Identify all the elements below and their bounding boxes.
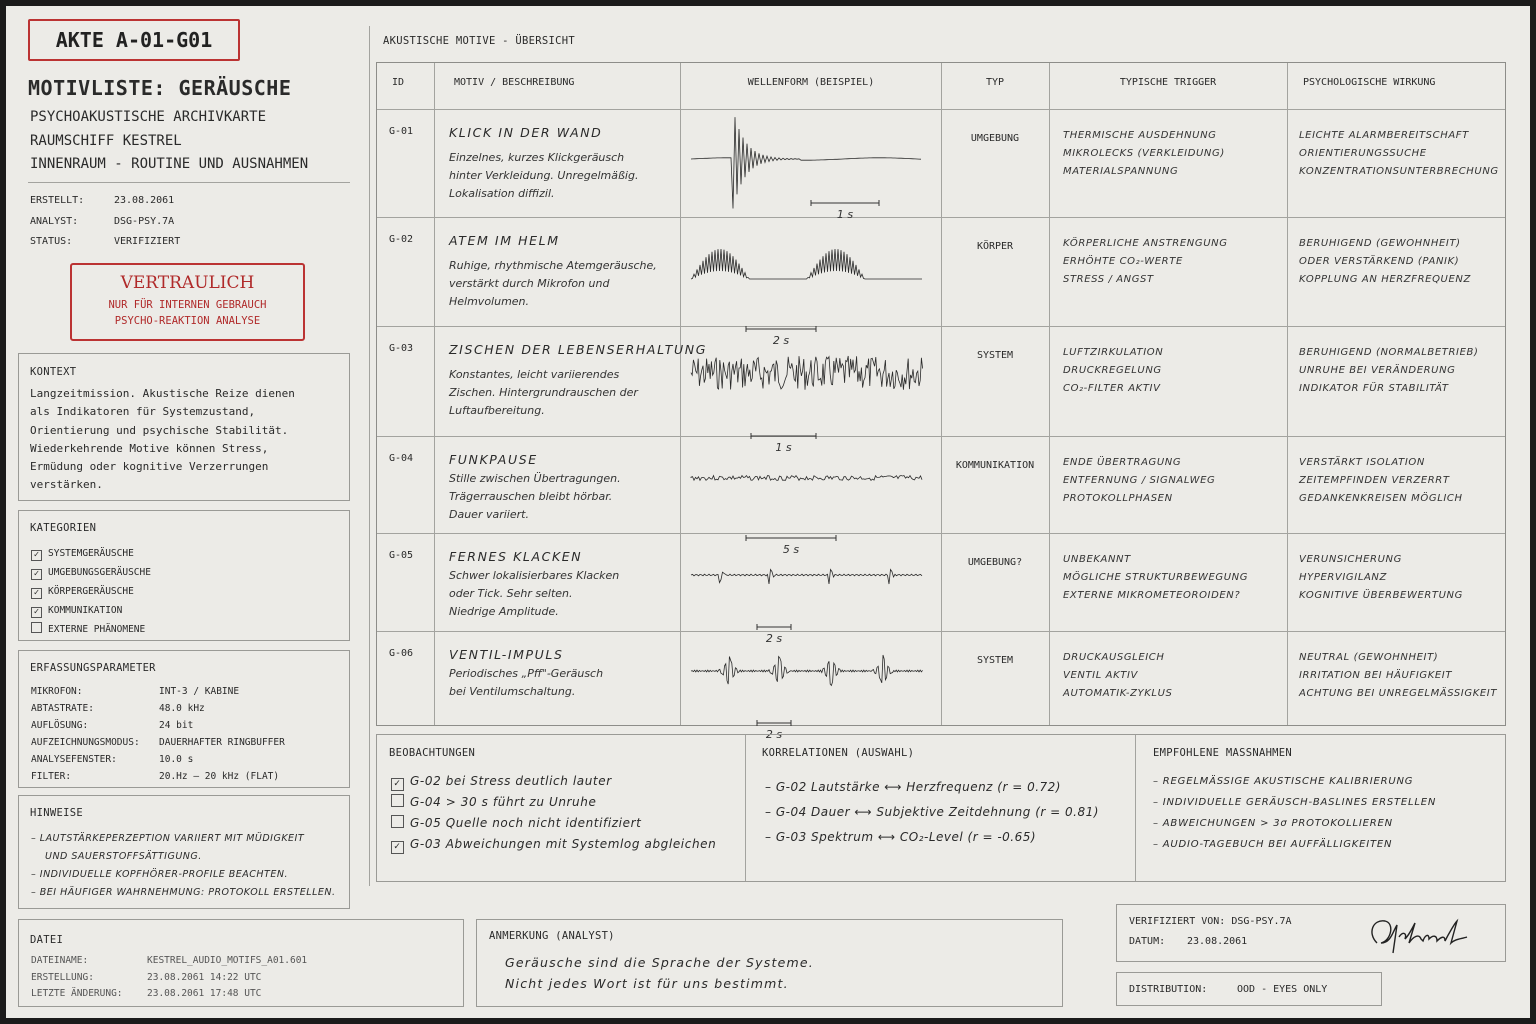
waveform-line <box>691 249 922 279</box>
row-motif-name: ZISCHEN DER LEBENSERHALTUNG <box>449 342 708 357</box>
col-header-type: TYP <box>985 77 1005 88</box>
row-id: G-04 <box>389 453 414 464</box>
row-effect <box>1299 235 1471 289</box>
table-row <box>377 631 1505 741</box>
desc-line: Helmvolumen. <box>449 295 530 308</box>
categories-panel <box>18 510 350 641</box>
trigger-line: MATERIALSPANNUNG <box>1063 166 1179 177</box>
overview-title: AKUSTISCHE MOTIVE - ÜBERSICHT <box>383 35 576 47</box>
row-trigger <box>1063 127 1225 181</box>
row-effect <box>1299 454 1463 508</box>
observation-item[interactable]: G-05 Quelle noch nicht identifiziert <box>391 813 716 834</box>
desc-line: Trägerrauschen bleibt hörbar. <box>449 490 613 503</box>
row-type: UMGEBUNG <box>970 133 1020 144</box>
correlations-heading: KORRELATIONEN (AUSWAHL) <box>762 747 915 759</box>
params-heading: ERFASSUNGSPARAMETER <box>30 662 156 674</box>
measure-item: – INDIVIDUELLE GERÄUSCH-BASLINES ERSTELLEN <box>1153 797 1437 808</box>
effect-line: INDIKATOR FÜR STABILITÄT <box>1299 383 1449 394</box>
row-effect <box>1299 551 1463 605</box>
confidential-stamp <box>70 263 305 341</box>
subtitle-line-2: RAUMSCHIFF KESTREL <box>30 133 182 149</box>
row-id: G-03 <box>389 343 414 354</box>
scale-label: 1 s <box>775 441 792 454</box>
row-motif-desc <box>449 567 619 621</box>
notes-heading: HINWEISE <box>30 807 83 819</box>
measure-item: – AUDIO-TAGEBUCH BEI AUFFÄLLIGKEITEN <box>1153 839 1393 850</box>
param-row: AUFZEICHNUNGSMODUS: DAUERHAFTER RINGBUFFER <box>31 737 285 748</box>
stamp-line-2: PSYCHO-REAKTION ANALYSE <box>114 315 261 327</box>
desc-line: hinter Verkleidung. Unregelmäßig. <box>449 169 639 182</box>
category-systemgeraeusche[interactable]: ✓ SYSTEMGERÄUSCHE <box>31 544 151 563</box>
trigger-line: UNBEKANNT <box>1063 554 1131 565</box>
note-line: – INDIVIDUELLE KOPFHÖRER-PROFILE BEACHTEN. <box>31 869 288 880</box>
checkbox-checked-icon[interactable]: ✓ <box>31 569 42 580</box>
scale-label: 2 s <box>765 632 783 645</box>
row-motif-desc <box>449 149 638 203</box>
desc-line: Einzelnes, kurzes Klickgeräusch <box>449 151 625 164</box>
row-motif-desc <box>449 665 603 701</box>
file-panel <box>18 919 464 1007</box>
row-type: UMGEBUNG? <box>967 557 1023 568</box>
meta-status: STATUS: VERIFIZIERT <box>30 236 181 247</box>
remark-heading: ANMERKUNG (ANALYST) <box>489 930 615 942</box>
waveform-line <box>691 117 921 208</box>
context-line: verstärken. <box>30 478 103 492</box>
trigger-line: CO₂-FILTER AKTIV <box>1063 383 1161 394</box>
trigger-line: DRUCKREGELUNG <box>1063 365 1162 376</box>
correlation-item: – G-02 Lautstärke ⟷ Herzfrequenz (r = 0.72) <box>765 780 1061 794</box>
measure-item: – ABWEICHUNGEN > 3σ PROTOKOLLIEREN <box>1153 818 1393 829</box>
category-externe-phaenomene[interactable]: EXTERNE PHÄNOMENE <box>31 620 151 639</box>
effect-line: BERUHIGEND (GEWOHNHEIT) <box>1299 238 1461 249</box>
desc-line: verstärkt durch Mikrofon und <box>449 277 610 290</box>
row-effect <box>1299 344 1478 398</box>
motif-table <box>376 62 1506 741</box>
effect-line: ACHTUNG BEI UNREGELMÄSSIGKEIT <box>1299 688 1498 699</box>
waveform-chart <box>691 219 931 347</box>
trigger-line: ENTFERNUNG / SIGNALWEG <box>1063 475 1216 486</box>
desc-line: Luftaufbereitung. <box>449 404 545 417</box>
trigger-line: LUFTZIRKULATION <box>1063 347 1164 358</box>
category-kommunikation[interactable]: ✓ KOMMUNIKATION <box>31 601 151 620</box>
param-row: ANALYSEFENSTER: 10.0 s <box>31 754 194 765</box>
remark-panel <box>476 919 1063 1007</box>
trigger-line: KÖRPERLICHE ANSTRENGUNG <box>1063 238 1228 249</box>
row-id: G-05 <box>389 550 414 561</box>
context-line: Langzeitmission. Akustische Reize dienen <box>30 387 295 400</box>
trigger-line: AUTOMATIK-ZYKLUS <box>1063 688 1173 699</box>
row-id: G-01 <box>389 126 414 137</box>
categories-heading: KATEGORIEN <box>30 522 97 534</box>
effect-line: HYPERVIGILANZ <box>1299 572 1387 583</box>
note-line: UND SAUERSTOFFSÄTTIGUNG. <box>45 851 202 862</box>
signature-icon <box>1363 913 1483 957</box>
effect-line: ODER VERSTÄRKEND (PANIK) <box>1299 256 1460 267</box>
page-title: MOTIVLISTE: GERÄUSCHE <box>28 76 292 100</box>
row-motif-name: ATEM IM HELM <box>449 233 560 248</box>
row-trigger <box>1063 344 1163 398</box>
row-trigger <box>1063 649 1172 703</box>
trigger-line: MIKROLECKS (VERKLEIDUNG) <box>1063 148 1225 159</box>
row-id: G-06 <box>389 648 414 659</box>
row-motif-name: VENTIL-IMPULS <box>449 647 564 662</box>
scale-label: 1 s <box>836 208 854 221</box>
row-type: KOMMUNIKATION <box>955 460 1035 471</box>
trigger-line: DRUCKAUSGLEICH <box>1063 652 1165 663</box>
row-trigger <box>1063 551 1248 605</box>
context-line: Orientierung und psychische Stabilität. <box>30 423 289 437</box>
checkbox-checked-icon[interactable]: ✓ <box>31 607 42 618</box>
effect-line: KOPPLUNG AN HERZFREQUENZ <box>1299 274 1471 285</box>
scale-label: 5 s <box>782 543 800 556</box>
context-heading: KONTEXT <box>30 366 77 378</box>
notes-panel <box>18 795 350 909</box>
observation-item[interactable]: ✓ G-03 Abweichungen mit Systemlog abgleichen <box>391 834 716 855</box>
waveform-chart <box>691 111 931 221</box>
row-effect <box>1299 127 1499 181</box>
effect-line: NEUTRAL (GEWOHNHEIT) <box>1299 652 1439 663</box>
waveform-line <box>691 570 922 585</box>
row-motif-name: KLICK IN DER WAND <box>449 125 603 140</box>
effect-line: ORIENTIERUNGSSUCHE <box>1299 148 1427 159</box>
observation-item[interactable]: ✓ G-02 bei Stress deutlich lauter <box>391 771 716 792</box>
stamp-line-1: NUR FÜR INTERNEN GEBRAUCH <box>108 299 267 311</box>
observations-heading: BEOBACHTUNGEN <box>389 747 476 759</box>
desc-line: Schwer lokalisierbares Klacken <box>449 569 620 582</box>
archive-card <box>6 6 1530 1018</box>
row-type: SYSTEM <box>976 350 1014 361</box>
measure-item: – REGELMÄSSIGE AKUSTISCHE KALIBRIERUNG <box>1153 776 1414 787</box>
note-line: – LAUTSTÄRKEPERZEPTION VARIIERT MIT MÜDIGKEIT <box>31 833 305 844</box>
distribution-panel <box>1116 972 1382 1006</box>
scale-label: 2 s <box>765 728 783 741</box>
measures-heading: EMPFOHLENE MASSNAHMEN <box>1153 747 1293 759</box>
waveform-chart <box>691 328 931 454</box>
trigger-line: STRESS / ANGST <box>1063 274 1154 285</box>
checkbox-checked-icon[interactable]: ✓ <box>31 588 42 599</box>
desc-line: Konstantes, leicht variierendes <box>449 368 620 381</box>
col-header-id: ID <box>392 77 405 88</box>
trigger-line: ENDE ÜBERTRAGUNG <box>1063 457 1182 468</box>
desc-line: Periodisches „Pff"-Geräusch <box>449 667 604 680</box>
row-motif-name: FUNKPAUSE <box>449 452 538 467</box>
waveform-chart <box>691 633 931 741</box>
observation-item[interactable]: G-04 > 30 s führt zu Unruhe <box>391 792 716 813</box>
scale-label: 2 s <box>772 334 790 347</box>
row-type: KÖRPER <box>976 241 1014 252</box>
category-umgebungsgeraeusche[interactable]: ✓ UMGEBUNGSGERÄUSCHE <box>31 563 151 582</box>
waveform-line <box>691 655 923 686</box>
effect-line: KOGNITIVE ÜBERBEWERTUNG <box>1299 590 1463 601</box>
col-header-motif: MOTIV / BESCHREIBUNG <box>454 77 575 88</box>
row-trigger <box>1063 454 1215 508</box>
desc-line: Niedrige Amplitude. <box>449 605 559 618</box>
waveform-chart <box>691 535 931 645</box>
effect-line: ZEITEMPFINDEN VERZERRT <box>1299 475 1450 486</box>
checkbox-empty-icon[interactable] <box>391 815 404 828</box>
checkbox-empty-icon[interactable] <box>31 622 42 633</box>
verified-by: VERIFIZIERT VON: DSG-PSY.7A <box>1129 916 1292 927</box>
table-row <box>377 217 1505 347</box>
trigger-line: VENTIL AKTIV <box>1063 670 1138 681</box>
waveform-line <box>691 356 923 390</box>
file-row: LETZTE ÄNDERUNG: 23.08.2061 17:48 UTC <box>31 988 262 999</box>
trigger-line: EXTERNE MIKROMETEOROIDEN? <box>1063 590 1241 601</box>
param-row: ABTASTRATE: 48.0 kHz <box>31 703 205 714</box>
row-type: SYSTEM <box>976 655 1014 666</box>
effect-line: KONZENTRATIONSUNTERBRECHUNG <box>1299 166 1499 177</box>
trigger-line: PROTOKOLLPHASEN <box>1063 493 1173 504</box>
meta-analyst: ANALYST: DSG-PSY.7A <box>30 216 175 227</box>
effect-line: VERSTÄRKT ISOLATION <box>1299 457 1425 468</box>
col-header-effect: PSYCHOLOGISCHE WIRKUNG <box>1303 77 1436 88</box>
row-id: G-02 <box>389 234 414 245</box>
analysis-panels <box>376 734 1506 882</box>
effect-line: GEDANKENKREISEN MÖGLICH <box>1299 493 1463 504</box>
table-row <box>377 326 1505 454</box>
effect-line: BERUHIGEND (NORMALBETRIEB) <box>1299 347 1479 358</box>
desc-line: Zischen. Hintergrundrauschen der <box>449 386 638 399</box>
checkbox-checked-icon[interactable]: ✓ <box>31 550 42 561</box>
col-header-waveform: WELLENFORM (BEISPIEL) <box>747 77 875 88</box>
param-row: MIKROFON: INT-3 / KABINE <box>31 686 240 697</box>
desc-line: Dauer variiert. <box>449 508 529 521</box>
correlation-item: – G-04 Dauer ⟷ Subjektive Zeitdehnung (r = 0.81) <box>765 805 1099 819</box>
checkbox-checked-icon[interactable]: ✓ <box>391 778 404 791</box>
remark-line: Geräusche sind die Sprache der Systeme. <box>505 955 814 970</box>
note-line: – BEI HÄUFIGER WAHRNEHMUNG: PROTOKOLL ERSTELLEN. <box>31 887 336 898</box>
context-line: Ermüdung oder kognitive Verzerrungen <box>30 460 269 474</box>
verify-panel <box>1116 904 1506 962</box>
file-row: ERSTELLUNG: 23.08.2061 14:22 UTC <box>31 971 262 983</box>
desc-line: bei Ventilumschaltung. <box>449 685 576 698</box>
checkbox-checked-icon[interactable]: ✓ <box>391 841 404 854</box>
row-trigger <box>1063 235 1228 289</box>
subtitle-line-3: INNENRAUM - ROUTINE UND AUSNAHMEN <box>30 156 309 172</box>
row-motif-desc <box>449 257 657 311</box>
effect-line: LEICHTE ALARMBEREITSCHAFT <box>1299 130 1469 141</box>
trigger-line: MÖGLICHE STRUKTURBEWEGUNG <box>1063 572 1249 583</box>
checkbox-empty-icon[interactable] <box>391 794 404 807</box>
verified-date: DATUM: 23.08.2061 <box>1129 936 1248 947</box>
context-line: als Indikatoren für Systemzustand, <box>30 405 256 419</box>
subtitle-line-1: PSYCHOAKUSTISCHE ARCHIVKARTE <box>30 109 267 125</box>
context-line: Wiederkehrende Motive können Stress, <box>30 441 269 455</box>
correlation-item: – G-03 Spektrum ⟷ CO₂-Level (r = -0.65) <box>765 830 1037 844</box>
table-row <box>377 109 1505 221</box>
remark-line: Nicht jedes Wort ist für uns bestimmt. <box>505 976 789 991</box>
file-id-box <box>28 19 240 61</box>
distribution: DISTRIBUTION: OOD - EYES ONLY <box>1129 984 1328 995</box>
desc-line: Ruhige, rhythmische Atemgeräusche, <box>449 259 657 272</box>
row-motif-desc <box>449 366 638 420</box>
row-motif-desc <box>449 470 621 524</box>
trigger-line: THERMISCHE AUSDEHNUNG <box>1063 130 1217 141</box>
trigger-line: ERHÖHTE CO₂-WERTE <box>1063 256 1183 267</box>
stamp-title: VERTRAULICH <box>120 273 255 293</box>
effect-line: IRRITATION BEI HÄUFIGKEIT <box>1299 670 1453 681</box>
param-row: AUFLÖSUNG: 24 bit <box>31 720 194 731</box>
file-id: AKTE A-01-G01 <box>55 28 213 52</box>
desc-line: oder Tick. Sehr selten. <box>449 587 573 600</box>
waveform-line <box>691 476 922 481</box>
param-row: FILTER: 20.Hz – 20 kHz (FLAT) <box>31 771 280 782</box>
col-header-trigger: TYPISCHE TRIGGER <box>1119 77 1217 88</box>
waveform-chart <box>691 438 931 556</box>
file-row: DATEINAME: KESTREL_AUDIO_MOTIFS_A01.601 <box>31 955 308 966</box>
row-effect <box>1299 649 1497 703</box>
context-panel <box>18 353 350 501</box>
desc-line: Stille zwischen Übertragungen. <box>449 472 621 485</box>
table-row <box>377 533 1505 645</box>
file-heading: DATEI <box>30 934 64 946</box>
params-panel <box>18 650 350 788</box>
row-motif-name: FERNES KLACKEN <box>449 549 583 564</box>
effect-line: UNRUHE BEI VERÄNDERUNG <box>1299 365 1456 376</box>
meta-created: ERSTELLT: 23.08.2061 <box>30 195 175 206</box>
category-koerpergeraeusche[interactable]: ✓ KÖRPERGERÄUSCHE <box>31 582 151 601</box>
effect-line: VERUNSICHERUNG <box>1299 554 1402 565</box>
desc-line: Lokalisation diffizil. <box>449 187 555 200</box>
